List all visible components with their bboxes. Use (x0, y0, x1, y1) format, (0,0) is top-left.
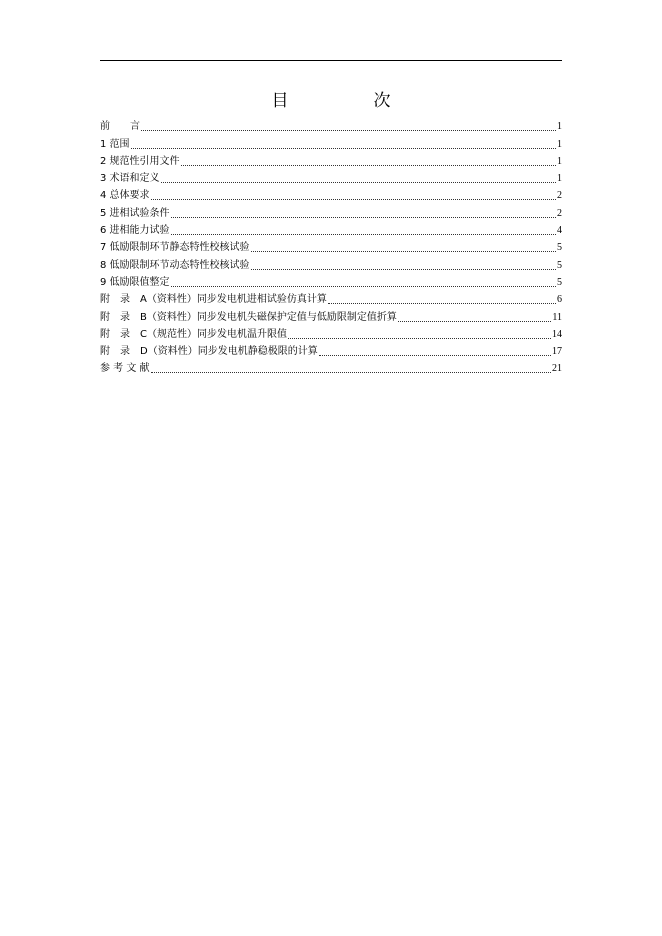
dot-leader (319, 355, 551, 356)
toc-entry-dynamic-test[interactable] (100, 254, 562, 271)
toc-entry-page: 2 (557, 207, 562, 219)
toc-entry-page: 4 (557, 225, 562, 237)
table-of-contents (100, 116, 562, 375)
dot-leader (288, 338, 551, 339)
toc-entry-label: 5 进相试验条件 (100, 207, 170, 219)
toc-entry-label: 1 范围 (100, 138, 130, 150)
toc-entry-label: 参 考 文 献 (100, 363, 150, 375)
toc-entry-general-requirements[interactable] (100, 185, 562, 202)
toc-entry-page: 5 (557, 276, 562, 288)
toc-entry-capability-test[interactable] (100, 220, 562, 237)
dot-leader (151, 199, 556, 200)
toc-entry-normative-references[interactable] (100, 151, 562, 168)
dot-leader (171, 234, 556, 235)
toc-entry-terms-definitions[interactable] (100, 168, 562, 185)
header-rule (100, 60, 562, 61)
dot-leader (251, 269, 556, 270)
toc-entry-label: 9 低励限值整定 (100, 276, 170, 288)
toc-entry-annex-b[interactable] (100, 306, 562, 323)
toc-entry-page: 5 (557, 259, 562, 271)
toc-entry-limit-setting[interactable] (100, 272, 562, 289)
toc-entry-annex-c[interactable] (100, 324, 562, 341)
toc-entry-label: 2 规范性引用文件 (100, 155, 180, 167)
toc-entry-page: 14 (552, 328, 562, 340)
toc-entry-foreword[interactable] (100, 116, 562, 133)
toc-entry-label: 前 言 (100, 121, 140, 133)
toc-entry-label: 3 术语和定义 (100, 173, 160, 185)
toc-entry-page: 6 (557, 294, 562, 306)
toc-entry-page: 1 (557, 155, 562, 167)
toc-entry-annex-d[interactable] (100, 341, 562, 358)
toc-entry-page: 1 (557, 173, 562, 185)
dot-leader (328, 303, 556, 304)
dot-leader (171, 217, 556, 218)
toc-entry-page: 21 (552, 363, 562, 375)
toc-entry-page: 11 (552, 311, 562, 323)
toc-entry-label: 8 低励限制环节动态特性校核试验 (100, 259, 250, 271)
dot-leader (398, 321, 551, 322)
toc-entry-scope[interactable] (100, 133, 562, 150)
toc-entry-bibliography[interactable] (100, 358, 562, 375)
toc-entry-page: 1 (557, 138, 562, 150)
toc-entry-label: 附 录 D（资料性）同步发电机静稳极限的计算 (100, 346, 318, 358)
toc-entry-label: 附 录 C（规范性）同步发电机温升限值 (100, 328, 287, 340)
toc-entry-test-conditions[interactable] (100, 202, 562, 219)
toc-entry-page: 2 (557, 190, 562, 202)
dot-leader (251, 251, 556, 252)
toc-entry-page: 5 (557, 242, 562, 254)
dot-leader (131, 148, 556, 149)
toc-title: 目 次 (271, 91, 425, 111)
toc-entry-page: 17 (552, 346, 562, 358)
dot-leader (171, 286, 556, 287)
toc-entry-static-test[interactable] (100, 237, 562, 254)
toc-entry-label: 附 录 B（资料性）同步发电机失磁保护定值与低励限制定值折算 (100, 311, 397, 323)
toc-entry-label: 7 低励限制环节静态特性校核试验 (100, 242, 250, 254)
toc-entry-label: 6 进相能力试验 (100, 225, 170, 237)
dot-leader (161, 182, 556, 183)
dot-leader (141, 130, 556, 131)
toc-entry-label: 4 总体要求 (100, 190, 150, 202)
toc-entry-label: 附 录 A（资料性）同步发电机进相试验仿真计算 (100, 294, 327, 306)
dot-leader (181, 165, 556, 166)
toc-entry-annex-a[interactable] (100, 289, 562, 306)
toc-entry-page: 1 (557, 121, 562, 133)
dot-leader (151, 372, 551, 373)
